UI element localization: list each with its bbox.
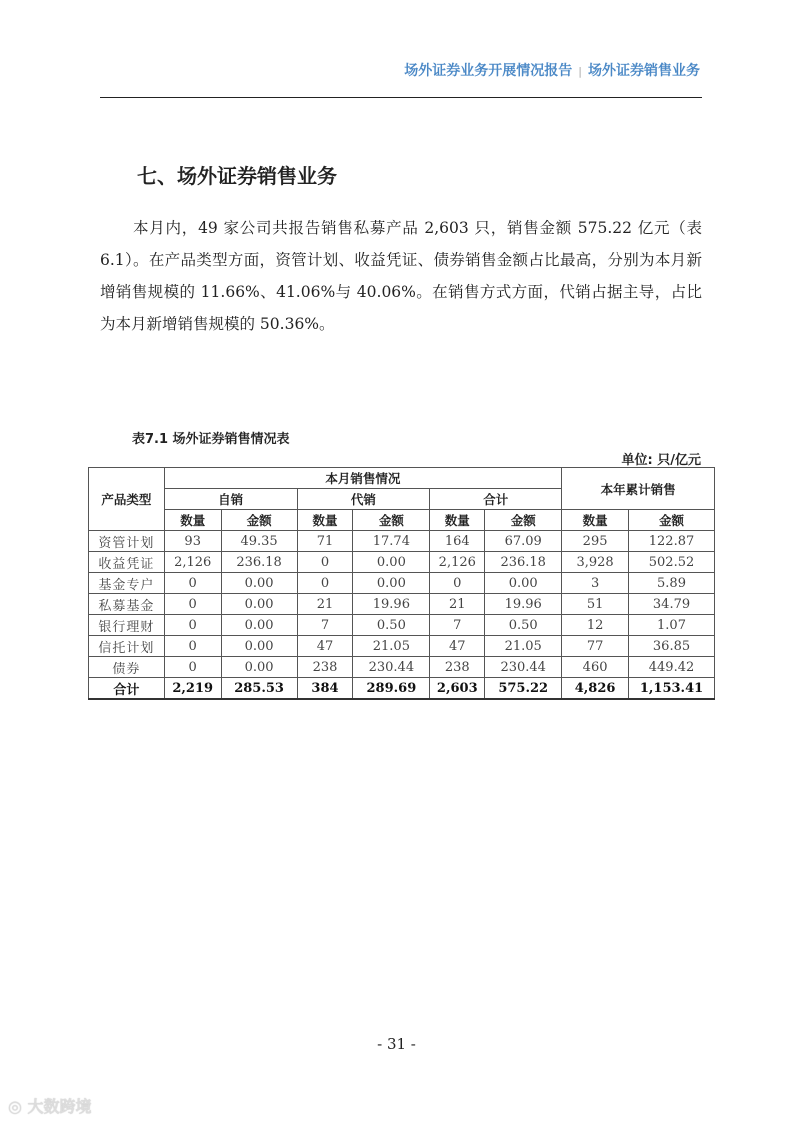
value-cell: 236.18 — [221, 552, 297, 573]
value-cell: 236.18 — [485, 552, 562, 573]
header-separator: | — [578, 65, 582, 78]
value-cell: 238 — [430, 657, 485, 678]
value-cell: 0.00 — [221, 615, 297, 636]
table-row — [89, 552, 715, 573]
value-cell: 21.05 — [353, 636, 430, 657]
header-agency: 代销 — [297, 489, 430, 510]
value-cell: 17.74 — [353, 531, 430, 552]
value-cell: 0 — [164, 573, 221, 594]
value-cell: 230.44 — [485, 657, 562, 678]
value-cell: 47 — [430, 636, 485, 657]
value-cell: 0 — [430, 573, 485, 594]
value-cell: 49.35 — [221, 531, 297, 552]
product-name-cell: 债券 — [89, 657, 165, 678]
value-cell: 3 — [562, 573, 629, 594]
value-cell: 2,603 — [430, 678, 485, 700]
value-cell: 0 — [164, 615, 221, 636]
value-cell: 21 — [430, 594, 485, 615]
value-cell: 285.53 — [221, 678, 297, 700]
product-name-cell: 私募基金 — [89, 594, 165, 615]
value-cell: 0.00 — [221, 573, 297, 594]
product-name-cell: 资管计划 — [89, 531, 165, 552]
table-row — [89, 615, 715, 636]
value-cell: 2,126 — [430, 552, 485, 573]
watermark-logo: ◎ 大数跨境 — [8, 1097, 92, 1116]
product-name-cell: 基金专户 — [89, 573, 165, 594]
value-cell: 12 — [562, 615, 629, 636]
table-row — [89, 678, 715, 700]
value-cell: 36.85 — [629, 636, 715, 657]
body-paragraph: 本月内，49 家公司共报告销售私募产品 2,603 只，销售金额 575.22 亿元（表 6.1）。在产品类型方面，资管计划、收益凭证、债券销售金额占比最高，分别为本月新增销售规模的 11.66%、41.06%与 40.06%。在销售方式方面，代销占据主导，占比为本月新增销售规模的 50.36%。 — [100, 219, 702, 333]
product-name-cell: 银行理财 — [89, 615, 165, 636]
value-cell: 19.96 — [353, 594, 430, 615]
value-cell: 1,153.41 — [629, 678, 715, 700]
value-cell: 7 — [430, 615, 485, 636]
value-cell: 122.87 — [629, 531, 715, 552]
value-cell: 460 — [562, 657, 629, 678]
header-qty: 数量 — [562, 510, 629, 531]
value-cell: 2,126 — [164, 552, 221, 573]
table-unit: 单位: 只/亿元 — [621, 453, 701, 468]
value-cell: 51 — [562, 594, 629, 615]
table-row — [89, 531, 715, 552]
header-self: 自销 — [164, 489, 297, 510]
running-header — [404, 60, 700, 80]
value-cell: 0 — [297, 573, 353, 594]
value-cell: 67.09 — [485, 531, 562, 552]
header-qty: 数量 — [297, 510, 353, 531]
value-cell: 1.07 — [629, 615, 715, 636]
value-cell: 449.42 — [629, 657, 715, 678]
header-section-title: 场外证券销售业务 — [588, 63, 700, 79]
sales-table — [88, 467, 715, 700]
value-cell: 575.22 — [485, 678, 562, 700]
value-cell: 47 — [297, 636, 353, 657]
value-cell: 384 — [297, 678, 353, 700]
value-cell: 295 — [562, 531, 629, 552]
value-cell: 71 — [297, 531, 353, 552]
header-amount: 金额 — [353, 510, 430, 531]
value-cell: 230.44 — [353, 657, 430, 678]
value-cell: 0 — [164, 636, 221, 657]
value-cell: 3,928 — [562, 552, 629, 573]
value-cell: 238 — [297, 657, 353, 678]
header-product-type: 产品类型 — [89, 468, 165, 531]
header-qty: 数量 — [430, 510, 485, 531]
value-cell: 2,219 — [164, 678, 221, 700]
header-total: 合计 — [430, 489, 562, 510]
value-cell: 0 — [164, 657, 221, 678]
header-amount: 金额 — [485, 510, 562, 531]
header-amount: 金额 — [221, 510, 297, 531]
header-amount: 金额 — [629, 510, 715, 531]
value-cell: 21.05 — [485, 636, 562, 657]
header-qty: 数量 — [164, 510, 221, 531]
product-name-cell: 信托计划 — [89, 636, 165, 657]
value-cell: 4,826 — [562, 678, 629, 700]
value-cell: 0.50 — [353, 615, 430, 636]
value-cell: 93 — [164, 531, 221, 552]
value-cell: 0.00 — [221, 657, 297, 678]
value-cell: 19.96 — [485, 594, 562, 615]
table-row — [89, 594, 715, 615]
value-cell: 0 — [297, 552, 353, 573]
value-cell: 5.89 — [629, 573, 715, 594]
value-cell: 0.00 — [221, 636, 297, 657]
value-cell: 0.00 — [221, 594, 297, 615]
product-name-cell: 收益凭证 — [89, 552, 165, 573]
table-row — [89, 573, 715, 594]
section-title: 七、场外证券销售业务 — [137, 164, 337, 188]
table-caption: 表7.1 场外证券销售情况表 — [132, 432, 290, 447]
value-cell: 0.00 — [353, 552, 430, 573]
value-cell: 7 — [297, 615, 353, 636]
value-cell: 164 — [430, 531, 485, 552]
value-cell: 289.69 — [353, 678, 430, 700]
value-cell: 34.79 — [629, 594, 715, 615]
header-this-month: 本月销售情况 — [164, 468, 561, 489]
value-cell: 502.52 — [629, 552, 715, 573]
value-cell: 0.00 — [485, 573, 562, 594]
page-number: - 31 - — [377, 1035, 416, 1053]
table-row — [89, 636, 715, 657]
header-ytd: 本年累计销售 — [562, 468, 715, 510]
value-cell: 0.50 — [485, 615, 562, 636]
value-cell: 21 — [297, 594, 353, 615]
product-name-cell: 合计 — [89, 678, 165, 700]
value-cell: 0.00 — [353, 573, 430, 594]
watermark-text: 大数跨境 — [27, 1097, 92, 1116]
value-cell: 0 — [164, 594, 221, 615]
value-cell: 77 — [562, 636, 629, 657]
header-report-title: 场外证券业务开展情况报告 — [404, 63, 573, 79]
table-row — [89, 657, 715, 678]
header-rule — [100, 97, 702, 98]
